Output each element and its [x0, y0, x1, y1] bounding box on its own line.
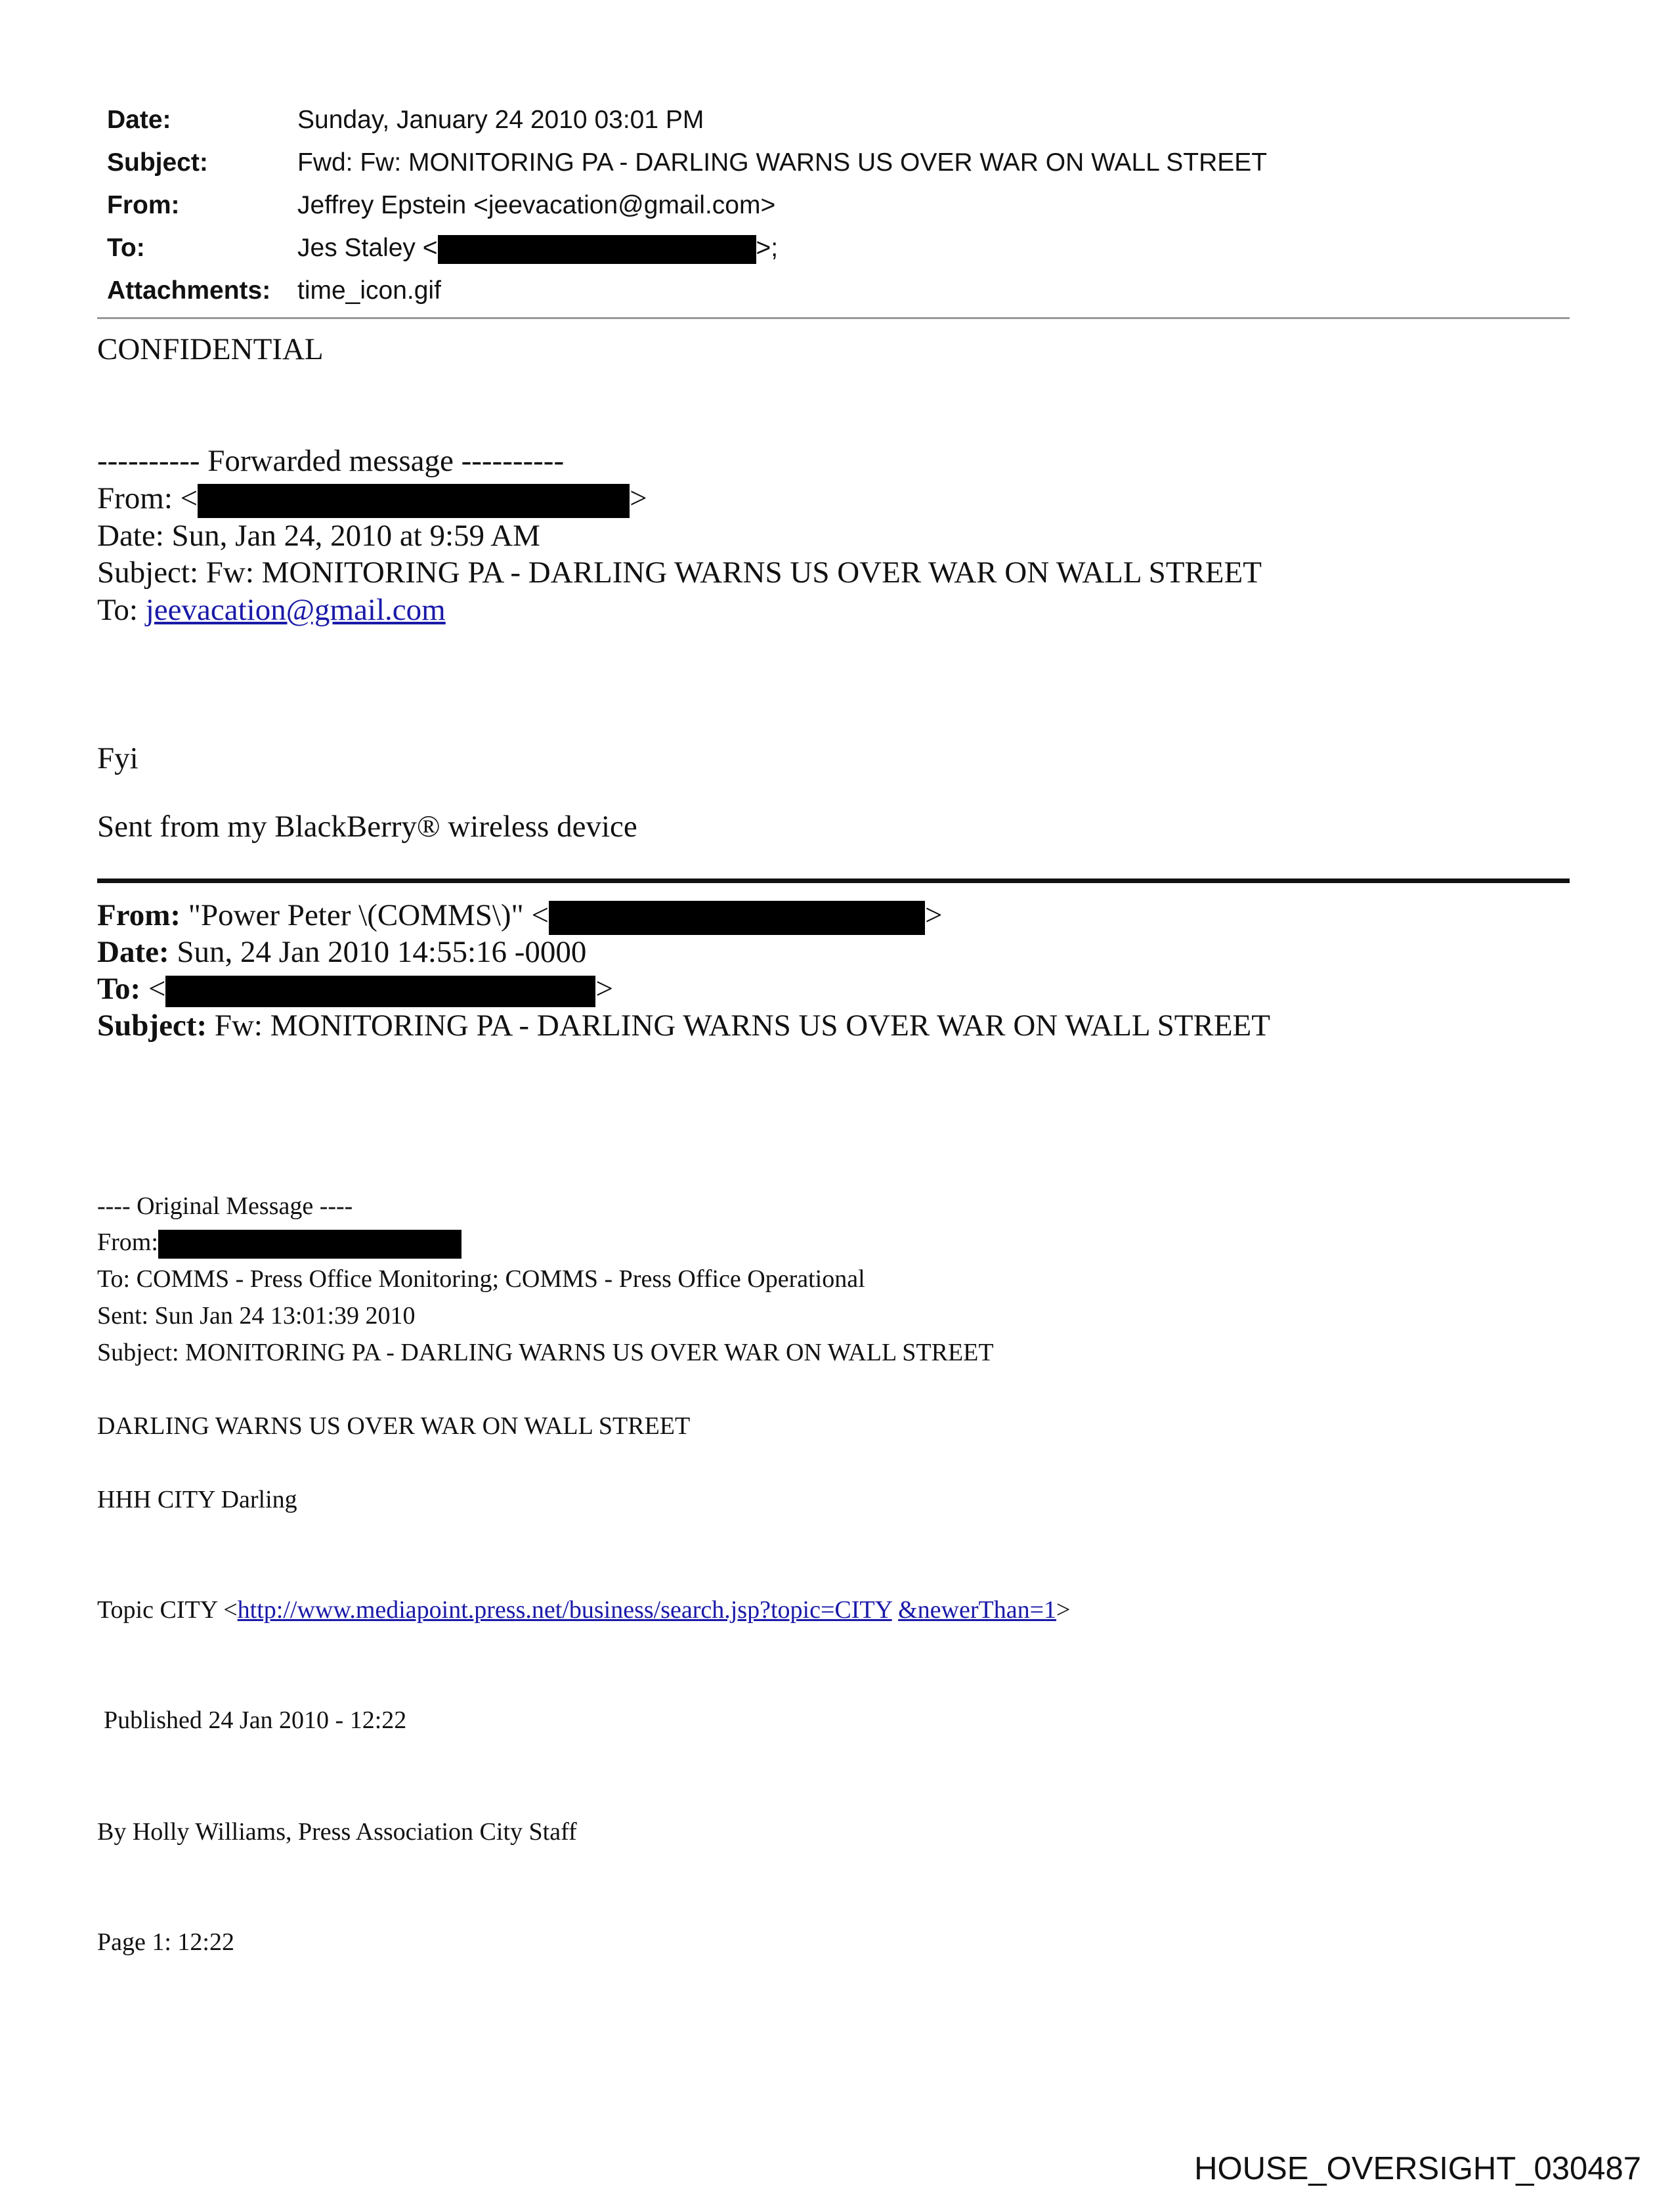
redaction-box [158, 1230, 461, 1259]
headline: DARLING WARNS US OVER WAR ON WALL STREET [97, 1412, 691, 1440]
msg2-from-value: "Power Peter \(COMMS\)" < [181, 898, 549, 932]
fwd-from-label: From: < [97, 481, 198, 515]
header-row-attachments [107, 269, 1571, 312]
fwd-to-label: To: [97, 593, 146, 627]
orig-from-label: From: [97, 1228, 158, 1256]
header-label: Attachments: [107, 276, 271, 305]
orig-sent-line: Sent: Sun Jan 24 13:01:39 2010 [97, 1302, 416, 1330]
header-value: Fwd: Fw: MONITORING PA - DARLING WARNS US OVER WAR ON WALL STREET [297, 148, 1268, 177]
email-header [107, 98, 1571, 312]
fwd-to-line [97, 592, 446, 628]
msg2-date-value: Sun, 24 Jan 2010 14:55:16 -0000 [169, 935, 587, 969]
topic-prefix: Topic CITY < [97, 1596, 238, 1624]
msg2-date-line [97, 934, 586, 970]
fwd-subject-line: Subject: Fw: MONITORING PA - DARLING WARNS US OVER WAR ON WALL STREET [97, 555, 1262, 590]
header-label: To: [107, 234, 145, 262]
header-label: Subject: [107, 148, 208, 177]
header-value: Sunday, January 24 2010 03:01 PM [297, 106, 704, 134]
header-label: From: [107, 191, 180, 219]
forwarded-marker: ---------- Forwarded message ---------- [97, 444, 565, 478]
fyi-text: Fyi [97, 741, 139, 775]
fwd-date-line: Date: Sun, Jan 24, 2010 at 9:59 AM [97, 519, 540, 553]
msg2-to-suffix: > [595, 972, 613, 1006]
topic-link[interactable]: http://www.mediapoint.press.net/business/search.jsp?topic=CITY [237, 1596, 892, 1624]
to-suffix: >; [756, 234, 779, 262]
page-line: Page 1: 12:22 [97, 1928, 234, 1956]
header-value: time_icon.gif [297, 276, 441, 305]
msg2-from-suffix: > [925, 898, 943, 932]
msg2-from-label: From: [97, 898, 181, 932]
header-value: Jeffrey Epstein <jeevacation@gmail.com> [297, 191, 776, 219]
msg2-from-line [97, 898, 943, 935]
orig-to-line: To: COMMS - Press Office Monitoring; COMMS - Press Office Operational [97, 1265, 865, 1293]
header-row-date [107, 98, 1571, 141]
fwd-from-line [97, 481, 647, 518]
tag-line: HHH CITY Darling [97, 1486, 297, 1513]
bates-number: HOUSE_OVERSIGHT_030487 [1194, 2151, 1641, 2186]
header-row-from [107, 184, 1571, 227]
msg2-to-line [97, 971, 613, 1007]
msg2-subject-line [97, 1008, 1270, 1043]
original-marker: ---- Original Message ---- [97, 1192, 353, 1220]
orig-subject-line: Subject: MONITORING PA - DARLING WARNS US OVER WAR ON WALL STREET [97, 1339, 994, 1366]
msg2-date-label: Date: [97, 935, 169, 969]
msg2-to-label: To: [97, 972, 141, 1006]
email-link[interactable]: jeevacation@gmail.com [145, 593, 446, 627]
msg2-subject-value: Fw: MONITORING PA - DARLING WARNS US OVER WAR ON WALL STREET [207, 1008, 1270, 1043]
topic-suffix: > [1056, 1596, 1071, 1624]
redaction-box [165, 976, 595, 1007]
confidential-label: CONFIDENTIAL [97, 332, 324, 366]
newer-than-link[interactable]: &newerThan=1 [898, 1596, 1057, 1624]
sent-from-text: Sent from my BlackBerry® wireless device [97, 810, 637, 844]
header-row-to [107, 227, 1571, 269]
header-row-subject [107, 141, 1571, 184]
msg2-to-value: < [140, 972, 166, 1006]
redaction-box [549, 901, 925, 935]
header-divider [97, 317, 1570, 319]
message-divider [97, 878, 1570, 883]
redaction-box [438, 235, 756, 264]
to-prefix: Jes Staley < [297, 234, 438, 262]
msg2-subject-label: Subject: [97, 1008, 207, 1043]
published-line: Published 24 Jan 2010 - 12:22 [104, 1706, 407, 1734]
byline: By Holly Williams, Press Association City Staff [97, 1818, 577, 1846]
redaction-box [198, 484, 630, 518]
header-label: Date: [107, 106, 171, 134]
fwd-from-suffix: > [630, 481, 647, 515]
topic-line [97, 1595, 1070, 1624]
orig-from-line [97, 1228, 461, 1259]
header-value [297, 227, 778, 269]
